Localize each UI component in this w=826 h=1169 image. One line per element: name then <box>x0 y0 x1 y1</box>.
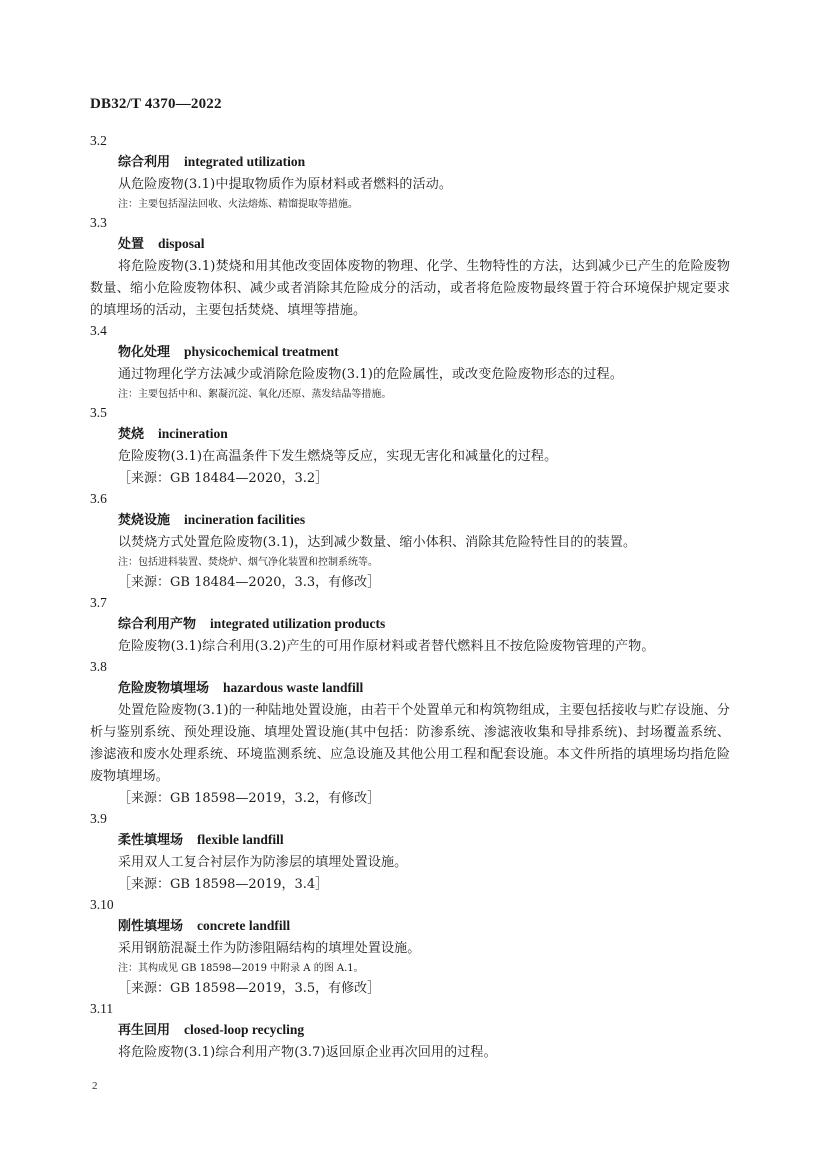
term-zh: 危险废物填埋场 <box>118 681 210 696</box>
term-en: integrated utilization <box>184 154 306 169</box>
term-zh: 处置 <box>118 237 145 252</box>
document-header: DB32/T 4370—2022 <box>90 96 222 112</box>
term-zh: 焚烧设施 <box>118 513 171 528</box>
term-source: ［来源：GB 18598—2019，3.2，有修改］ <box>118 791 381 806</box>
clause-number: 3.4 <box>90 323 107 338</box>
term-definition: 以焚烧方式处置危险废物(3.1)，达到减少数量、缩小体积、消除其危险特性目的的装置。 <box>118 535 637 550</box>
term-definition: 从危险废物(3.1)中提取物质作为原材料或者燃料的活动。 <box>118 177 453 192</box>
term-zh: 再生回用 <box>118 1023 171 1038</box>
term-source: ［来源：GB 18598—2019，3.5，有修改］ <box>118 981 381 996</box>
term-heading <box>118 1020 730 1042</box>
term-definition: 将危险废物(3.1)综合利用产物(3.7)返回原企业再次回用的过程。 <box>118 1045 497 1060</box>
term-heading <box>118 916 730 938</box>
term-entry-3-8 <box>90 658 730 810</box>
term-heading <box>118 152 730 174</box>
term-entry-3-9 <box>90 810 730 896</box>
term-entry-3-6 <box>90 490 730 594</box>
term-definition: 将危险废物(3.1)焚烧和用其他改变固体废物的物理、化学、生物特性的方法，达到减少已产生的危险废物数量、缩小危险废物体积、减少或者消除其危险成分的活动，或者将危险废物最终置于符合环境保护规定要求的填埋场的活动，主要包括焚烧、填埋等措施。 <box>90 259 730 318</box>
term-source: ［来源：GB 18484—2020，3.3，有修改］ <box>118 575 381 590</box>
term-entry-3-7 <box>90 594 730 658</box>
clause-number: 3.5 <box>90 405 107 420</box>
term-zh: 综合利用产物 <box>118 617 197 632</box>
term-heading <box>118 614 730 636</box>
term-zh: 物化处理 <box>118 345 171 360</box>
term-heading <box>118 830 730 852</box>
term-en: hazardous waste landfill <box>223 680 364 695</box>
term-en: concrete landfill <box>197 918 291 933</box>
term-heading <box>118 342 730 364</box>
term-zh: 柔性填埋场 <box>118 833 184 848</box>
term-entry-3-11 <box>90 1000 730 1064</box>
clause-number: 3.9 <box>90 811 107 826</box>
clause-number: 3.7 <box>90 595 107 610</box>
term-heading <box>118 234 730 256</box>
term-heading <box>118 510 730 532</box>
term-en: closed-loop recycling <box>184 1022 305 1037</box>
term-heading <box>118 678 730 700</box>
term-entry-3-3 <box>90 214 730 322</box>
term-definition: 采用钢筋混凝土作为防渗阻隔结构的填埋处置设施。 <box>118 941 421 956</box>
term-entry-3-5 <box>90 404 730 490</box>
clause-number: 3.3 <box>90 215 107 230</box>
term-en: flexible landfill <box>197 832 284 847</box>
term-en: incineration <box>158 426 228 441</box>
term-note: 注：包括进料装置、焚烧炉、烟气净化装置和控制系统等。 <box>118 557 378 568</box>
clause-number: 3.8 <box>90 659 107 674</box>
term-zh: 综合利用 <box>118 155 171 170</box>
term-note: 注：主要包括湿法回收、火法熔炼、精馏提取等措施。 <box>118 199 358 210</box>
page-number: 2 <box>92 1080 98 1092</box>
term-source: ［来源：GB 18484—2020，3.2］ <box>118 471 329 486</box>
term-definition: 危险废物(3.1)综合利用(3.2)产生的可用作原材料或者替代燃料且不按危险废物管理的产物。 <box>118 639 655 654</box>
term-zh: 焚烧 <box>118 427 145 442</box>
term-note: 注：其构成见 GB 18598—2019 中附录 A 的图 A.1。 <box>118 963 364 974</box>
term-heading <box>118 424 730 446</box>
term-definition: 通过物理化学方法减少或消除危险废物(3.1)的危险属性，或改变危险废物形态的过程。 <box>118 367 623 382</box>
clause-number: 3.10 <box>90 897 114 912</box>
term-definition: 处置危险废物(3.1)的一种陆地处置设施，由若干个处置单元和构筑物组成，主要包括接收与贮存设施、分析与鉴别系统、预处理设施、填埋处置设施(其中包括：防渗系统、渗滤液收集和导排系统)、封场覆盖系统、渗滤液和废水处理系统、环境监测系统、应急设施及其他公用工程和配套设施。本文件所指的填埋场均指危险废物填埋场。 <box>90 703 730 784</box>
term-en: physicochemical treatment <box>184 344 339 359</box>
term-en: incineration facilities <box>184 512 306 527</box>
term-entry-3-4 <box>90 322 730 404</box>
term-source: ［来源：GB 18598—2019，3.4］ <box>118 877 329 892</box>
term-note: 注：主要包括中和、絮凝沉淀、氧化/还原、蒸发结晶等措施。 <box>118 389 392 400</box>
term-entry-3-2 <box>90 132 730 214</box>
clause-number: 3.2 <box>90 133 107 148</box>
clause-number: 3.11 <box>90 1001 114 1016</box>
term-definition: 危险废物(3.1)在高温条件下发生燃烧等反应，实现无害化和减量化的过程。 <box>118 449 558 464</box>
term-definition: 采用双人工复合衬层作为防渗层的填埋处置设施。 <box>118 855 408 870</box>
clause-number: 3.6 <box>90 491 107 506</box>
term-entry-3-10 <box>90 896 730 1000</box>
term-en: disposal <box>158 236 205 251</box>
term-zh: 刚性填埋场 <box>118 919 184 934</box>
terms-list <box>90 132 730 1064</box>
term-en: integrated utilization products <box>210 616 386 631</box>
